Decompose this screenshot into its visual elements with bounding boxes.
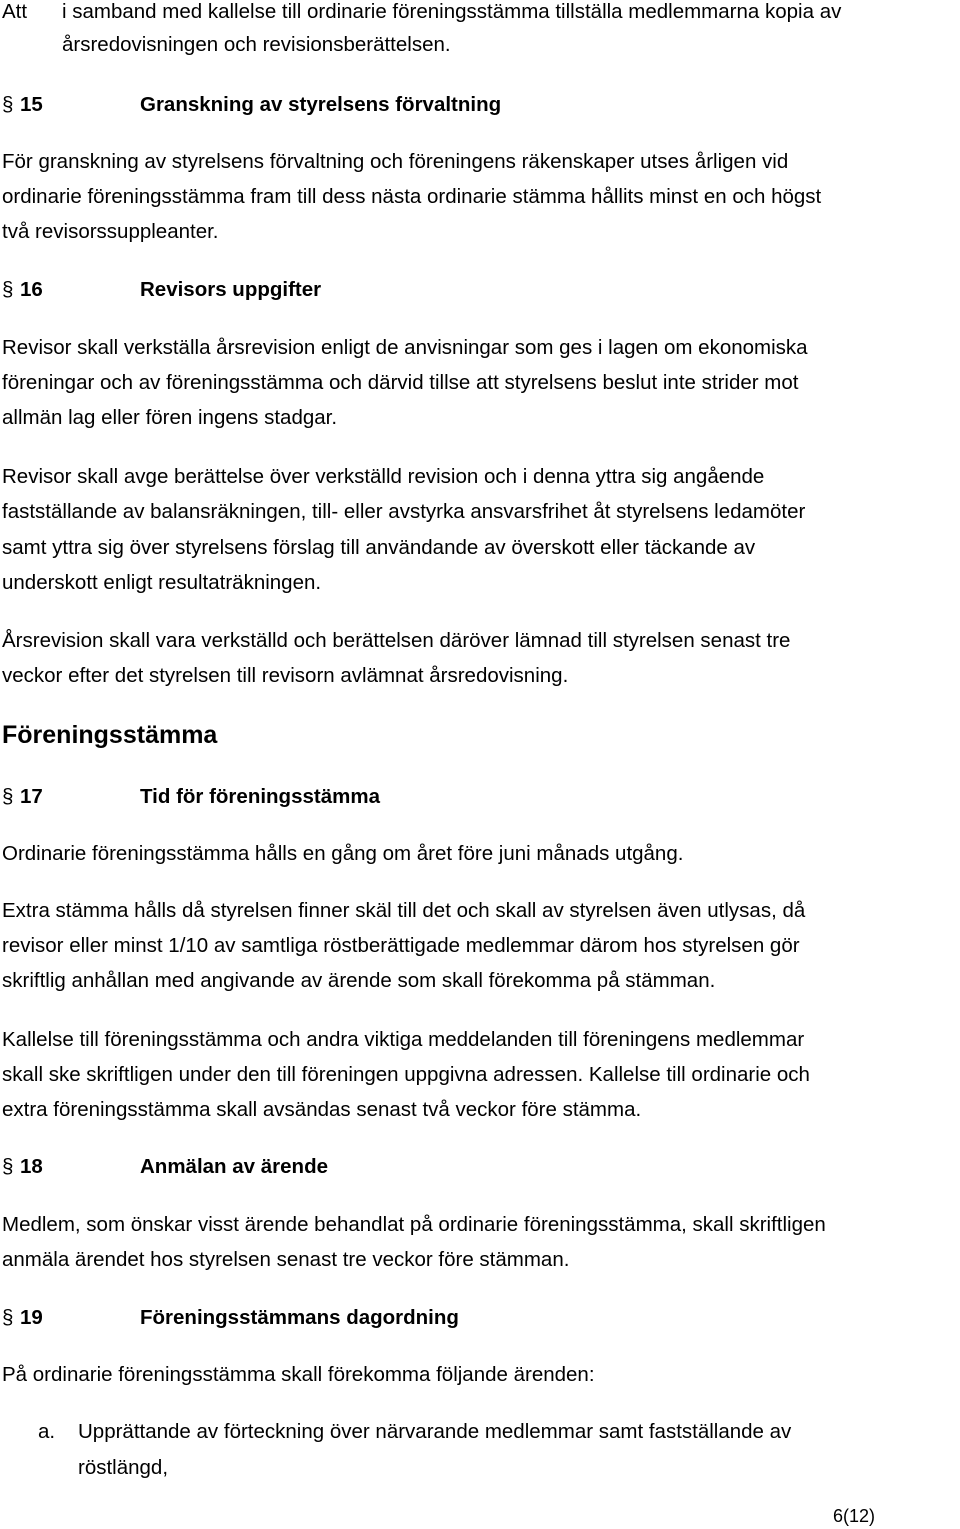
section-16-p3-line-1: Årsrevision skall vara verkställd och berättelsen däröver lämnad till styrelsen senast tre (2, 629, 791, 652)
section-18-title: Anmälan av ärende (140, 1155, 328, 1178)
section-18-number: 18 (20, 1155, 43, 1178)
section-17-p2-line-1: Extra stämma hålls då styrelsen finner skäl till det och skall av styrelsen även utlysas, då (2, 899, 806, 922)
section-17-p1-line-1: Ordinarie föreningsstämma hålls en gång om året före juni månads utgång. (2, 842, 684, 865)
section-19-title: Föreningsstämmans dagordning (140, 1306, 459, 1329)
section-16-p2-line-1: Revisor skall avge berättelse över verkställd revision och i denna yttra sig angående (2, 465, 765, 488)
section-19-number: 19 (20, 1306, 43, 1329)
chapter-heading: Föreningsstämma (2, 721, 218, 749)
section-15-line-2: ordinarie föreningsstämma fram till dess nästa ordinarie stämma hållits minst en och högst (2, 185, 822, 208)
section-15-line-3: två revisorssuppleanter. (2, 220, 219, 243)
list-item-line-2: röstlängd, (78, 1456, 169, 1479)
section-16-p2-line-3: samt yttra sig över styrelsens förslag till användande av överskott eller täckande av (2, 536, 756, 559)
section-symbol: § (2, 1155, 14, 1178)
section-16-p1-line-1: Revisor skall verkställa årsrevision enligt de anvisningar som ges i lagen om ekonomiska (2, 336, 808, 359)
section-18-line-1: Medlem, som önskar visst ärende behandlat på ordinarie föreningsstämma, skall skriftligen (2, 1213, 826, 1236)
section-17-title: Tid för föreningsstämma (140, 785, 380, 808)
section-16-p3-line-2: veckor efter det styrelsen till revisorn avlämnat årsredovisning. (2, 664, 569, 687)
section-symbol: § (2, 785, 14, 808)
section-17-number: 17 (20, 785, 43, 808)
section-16-number: 16 (20, 278, 43, 301)
section-18-line-2: anmäla ärendet hos styrelsen senast tre veckor före stämman. (2, 1248, 570, 1271)
section-16-title: Revisors uppgifter (140, 278, 322, 301)
section-19-intro: På ordinarie föreningsstämma skall förekomma följande ärenden: (2, 1363, 595, 1386)
list-item-marker: a. (38, 1420, 56, 1443)
fragment-label: Att (2, 0, 28, 23)
section-16-p2-line-2: fastställande av balansräkningen, till- eller avstyrka ansvarsfrihet åt styrelsens ledamöter (2, 500, 806, 523)
page-number: 6(12) (833, 1506, 876, 1526)
section-16-p1-line-2: föreningar och av föreningsstämma och därvid tillse att styrelsens beslut inte strider mot (2, 371, 799, 394)
section-15-title: Granskning av styrelsens förvaltning (140, 93, 502, 116)
section-15-number: 15 (20, 93, 43, 116)
section-17-p2-line-2: revisor eller minst 1/10 av samtliga röstberättigade medlemmar därom hos styrelsen gör (2, 934, 800, 957)
fragment-line-1: i samband med kallelse till ordinarie föreningsstämma tillställa medlemmarna kopia av (62, 0, 842, 23)
fragment-line-2: årsredovisningen och revisionsberättelsen. (62, 33, 451, 56)
section-16-p1-line-3: allmän lag eller fören ingens stadgar. (2, 406, 338, 429)
list-item-line-1: Upprättande av förteckning över närvarande medlemmar samt fastställande av (78, 1420, 792, 1443)
section-17-p3-line-1: Kallelse till föreningsstämma och andra viktiga meddelanden till föreningens medlemmar (2, 1028, 805, 1051)
section-symbol: § (2, 1306, 14, 1329)
section-15-line-1: För granskning av styrelsens förvaltning och föreningens räkenskaper utses årligen vid (2, 150, 789, 173)
section-symbol: § (2, 278, 14, 301)
section-16-p2-line-4: underskott enligt resultaträkningen. (2, 571, 322, 594)
section-17-p3-line-3: extra föreningsstämma skall avsändas senast två veckor före stämma. (2, 1098, 642, 1121)
section-symbol: § (2, 93, 14, 116)
section-17-p3-line-2: skall ske skriftligen under den till föreningen uppgivna adressen. Kallelse till ordinarie och (2, 1063, 810, 1086)
section-17-p2-line-3: skriftlig anhållan med angivande av ärende som skall förekomma på stämman. (2, 969, 716, 992)
